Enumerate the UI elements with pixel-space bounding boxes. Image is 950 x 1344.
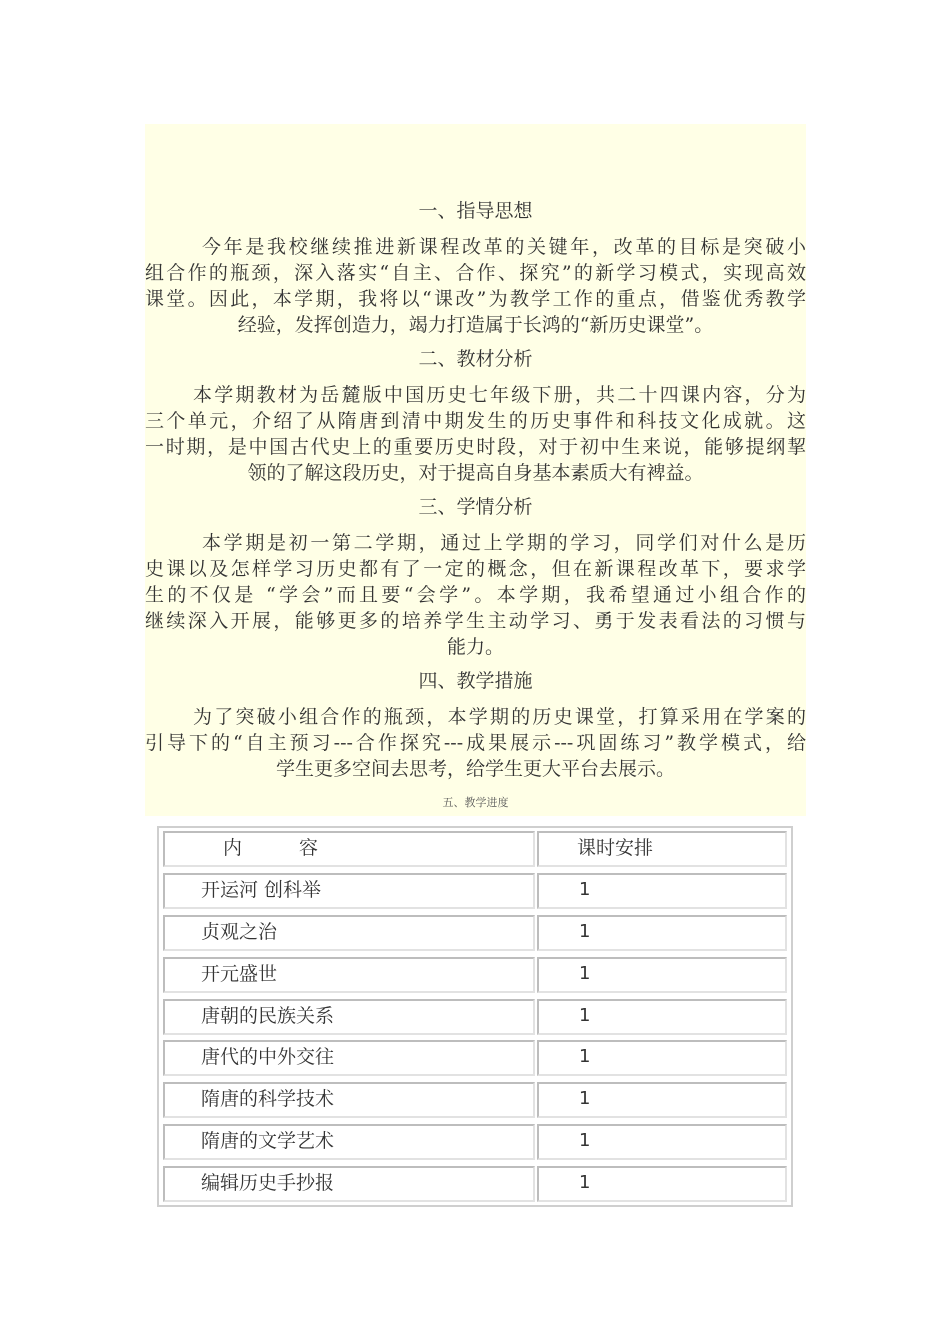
lesson-cell: 开运河 创科举	[163, 873, 535, 909]
paragraph-line: 一时期，是中国古代史上的重要历史时段，对于初中生来说，能够提纲挈	[145, 436, 806, 458]
section-body-textbook-analysis	[145, 382, 806, 486]
section-heading-student-analysis: 三、学情分析	[418, 496, 533, 518]
paragraph-line: 今年是我校继续推进新课程改革的关键年，改革的目标是突破小	[202, 236, 806, 258]
hours-cell: 1	[537, 999, 787, 1035]
paragraph-line: 本学期教材为岳麓版中国历史七年级下册，共二十四课内容，分为	[193, 384, 806, 406]
hours-cell: 1	[537, 1040, 787, 1076]
plan-panel	[145, 124, 806, 816]
lesson-cell: 贞观之治	[163, 915, 535, 951]
lesson-cell: 编辑历史手抄报	[163, 1166, 535, 1202]
hours-cell: 1	[537, 1124, 787, 1160]
table-row	[163, 999, 787, 1035]
table-row	[163, 915, 787, 951]
section-body-guiding-ideology	[145, 234, 806, 338]
paragraph-line: 能力。	[446, 636, 504, 658]
schedule-title: 五、教学进度	[442, 796, 509, 809]
paragraph-line: 三个单元，介绍了从隋唐到清中期发生的历史事件和科技文化成就。这	[145, 410, 806, 432]
table-row	[163, 1082, 787, 1118]
paragraph-line: 继续深入开展，能够更多的培养学生主动学习、勇于发表看法的习惯与	[145, 610, 806, 632]
lesson-cell: 开元盛世	[163, 957, 535, 993]
header-cell-content: 内 容	[163, 831, 535, 867]
hours-cell: 1	[537, 1166, 787, 1202]
hours-cell: 1	[537, 1082, 787, 1118]
table-header-row	[163, 831, 787, 867]
table-row	[163, 1040, 787, 1076]
lesson-cell: 唐代的中外交往	[163, 1040, 535, 1076]
table-row	[163, 1124, 787, 1160]
paragraph-line: 领的了解这段历史，对于提高自身基本素质大有裨益。	[247, 462, 704, 484]
paragraph-line: 组合作的瓶颈，深入落实“自主、合作、探究”的新学习模式，实现高效	[145, 262, 806, 284]
paragraph-line: 引导下的“自主预习---合作探究---成果展示---巩固练习”教学模式，给	[145, 732, 806, 754]
table-row	[163, 873, 787, 909]
section-body-student-analysis	[145, 530, 806, 660]
paragraph-line: 为了突破小组合作的瓶颈，本学期的历史课堂，打算采用在学案的	[193, 706, 806, 728]
header-cell-hours: 课时安排	[537, 831, 787, 867]
paragraph-line: 史课以及怎样学习历史都有了一定的概念，但在新课程改革下，要求学	[145, 558, 806, 580]
lesson-cell: 隋唐的科学技术	[163, 1082, 535, 1118]
section-heading-teaching-measures: 四、教学措施	[418, 670, 533, 692]
paragraph-line: 课堂。因此，本学期，我将以“课改”为教学工作的重点，借鉴优秀教学	[145, 288, 806, 310]
section-heading-textbook-analysis: 二、教材分析	[418, 348, 533, 370]
paragraph-line: 经验，发挥创造力，竭力打造属于长鸿的“新历史课堂”。	[237, 314, 714, 336]
lesson-cell: 唐朝的民族关系	[163, 999, 535, 1035]
lesson-cell: 隋唐的文学艺术	[163, 1124, 535, 1160]
hours-cell: 1	[537, 873, 787, 909]
paragraph-line: 学生更多空间去思考，给学生更大平台去展示。	[275, 758, 675, 780]
table-row	[163, 957, 787, 993]
paragraph-line: 本学期是初一第二学期，通过上学期的学习，同学们对什么是历	[202, 532, 806, 554]
section-heading-guiding-ideology: 一、指导思想	[418, 200, 533, 222]
paragraph-line: 生的不仅是 “学会”而且要“会学”。本学期，我希望通过小组合作的	[145, 584, 806, 606]
hours-cell: 1	[537, 915, 787, 951]
hours-cell: 1	[537, 957, 787, 993]
section-body-teaching-measures	[145, 704, 806, 782]
schedule-table	[157, 826, 793, 1207]
table-row	[163, 1166, 787, 1202]
